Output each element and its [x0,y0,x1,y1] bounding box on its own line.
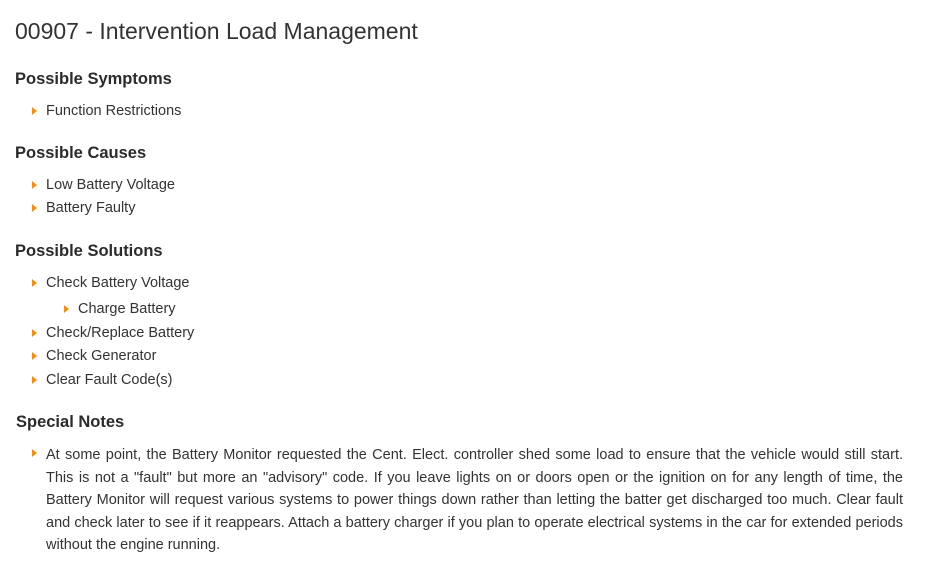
solutions-heading: Possible Solutions [15,242,163,260]
cause-item: Low Battery Voltage [46,177,175,193]
caret-right-icon [32,376,37,384]
page-title: 00907 - Intervention Load Management [15,18,418,44]
special-note-text: At some point, the Battery Monitor requested the Cent. Elect. controller shed some load to ensure that the vehicle would still start. This is not a "fault" but more an "advisory" code. If you leave lights on or doors open or the ignition on for any length of time, the Battery Monitor will request various systems to power things down rather than letting the batter get discharged too much. Clear fault and check later to see if it reappears. Attach a battery charger if you plan to operate electrical systems in the car for extended periods without the engine running. [46,447,903,553]
caret-right-icon [32,107,37,115]
solution-subitem: Charge Battery [78,301,176,317]
caret-right-icon [32,352,37,360]
symptom-item: Function Restrictions [46,103,182,119]
caret-right-icon [32,204,37,212]
notes-heading: Special Notes [16,413,125,431]
solution-item: Check Generator [46,348,157,364]
causes-heading: Possible Causes [15,144,147,162]
caret-right-icon [64,305,69,313]
solution-item: Clear Fault Code(s) [46,372,173,388]
caret-right-icon [32,329,37,337]
symptoms-heading: Possible Symptoms [15,70,172,88]
caret-right-icon [32,449,37,457]
cause-item: Battery Faulty [46,200,136,216]
solution-item: Check Battery Voltage [46,275,190,291]
caret-right-icon [32,279,37,287]
caret-right-icon [32,181,37,189]
solution-item: Check/Replace Battery [46,325,195,341]
